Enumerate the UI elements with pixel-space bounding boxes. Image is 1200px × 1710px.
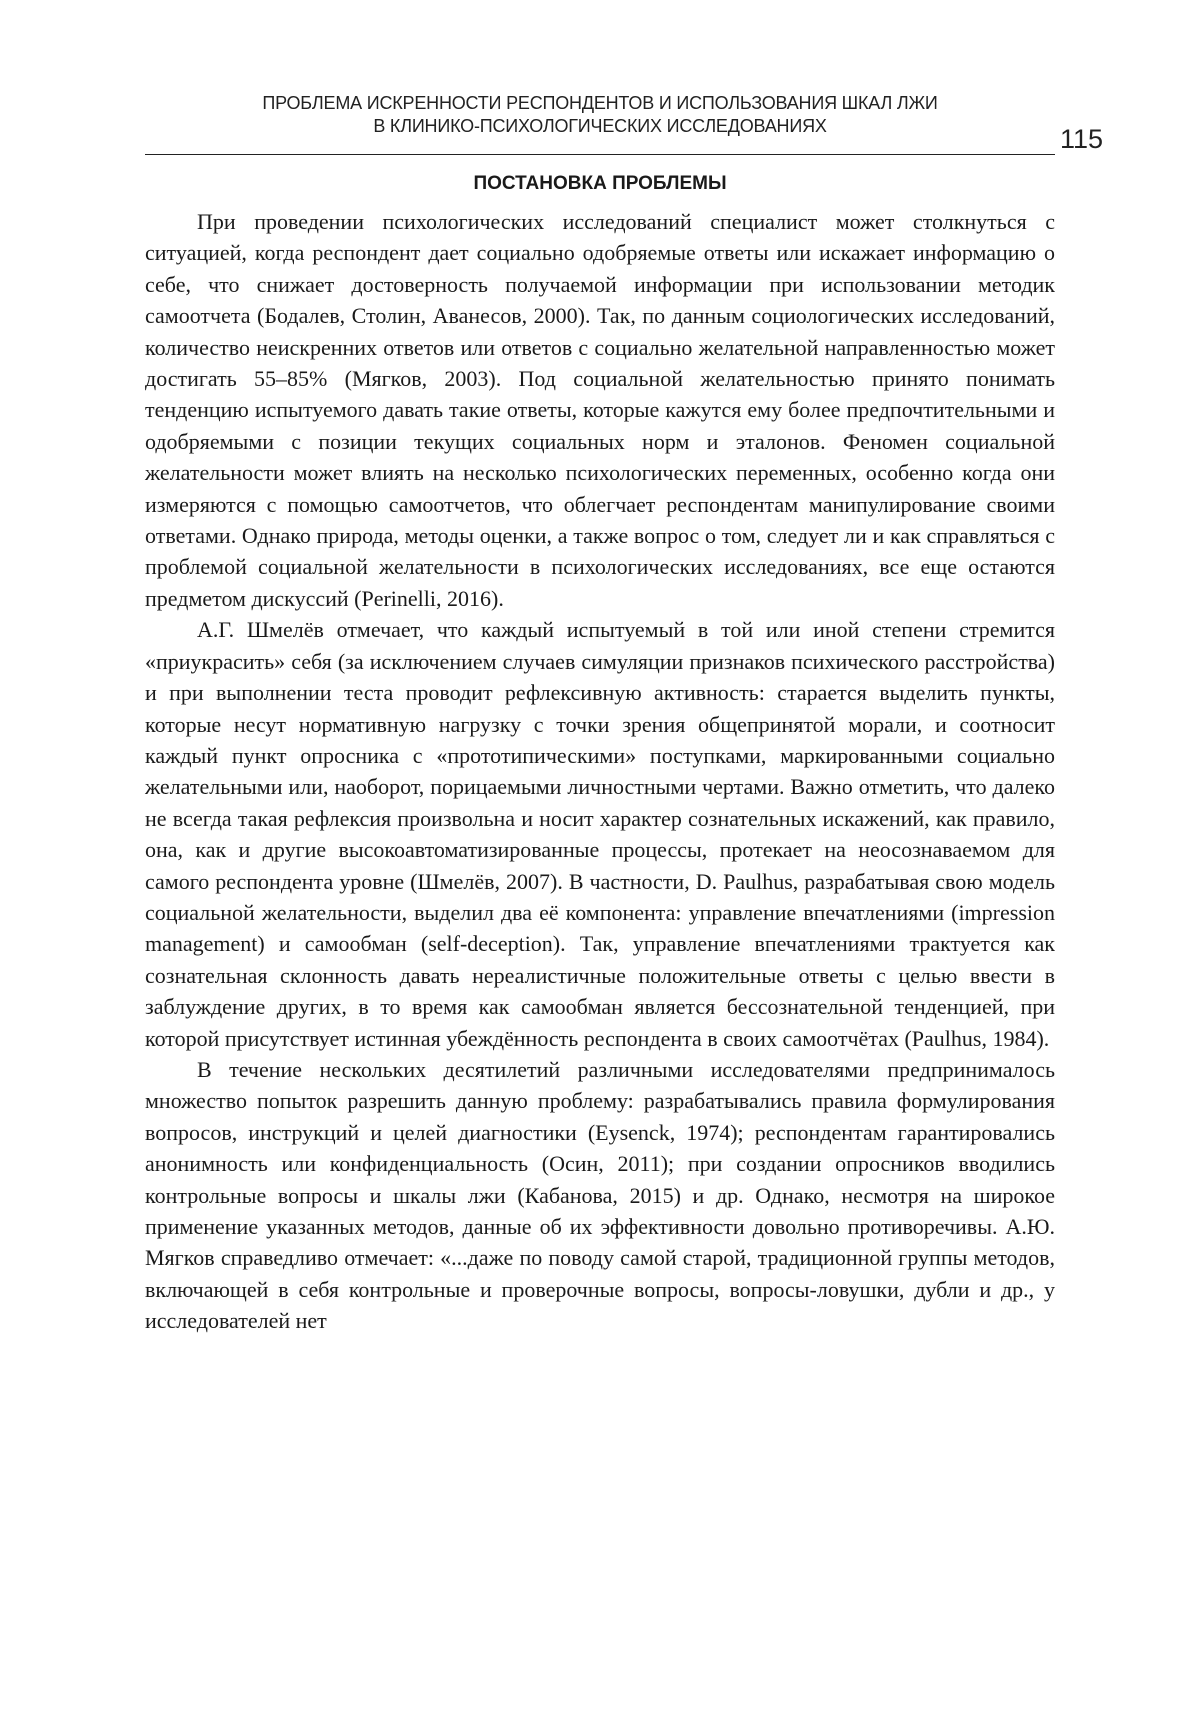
page-number: 115 — [1060, 124, 1104, 154]
section-heading: ПОСТАНОВКА ПРОБЛЕМЫ — [473, 173, 727, 194]
body-text — [145, 206, 1055, 1337]
running-header-line-1: ПРОБЛЕМА ИСКРЕННОСТИ РЕСПОНДЕНТОВ И ИСПОЛЬЗОВАНИЯ ШКАЛ ЛЖИ — [262, 93, 938, 113]
running-header — [145, 92, 1055, 138]
header-rule — [145, 154, 1055, 155]
paragraph-3: В течение нескольких десятилетий различными исследователями предпринималось множество попыток разрешить данную проблему: разрабатывались правила формулирования вопросов, инструкций и целей диагностики (Eysenck, 1974); респондентам гарантировались анонимность или конфиденциальность (Осин, 2011); при создании опросников вводились контрольные вопросы и шкалы лжи (Кабанова, 2015) и др. Однако, несмотря на широкое применение указанных методов, данные об их эффективности довольно противоречивы. А.Ю. Мягков справедливо отмечает: «...даже по поводу самой старой, традиционной группы методов, включающей в себя контрольные и проверочные вопросы, вопросы-ловушки, дубли и др., у исследователей нет — [145, 1056, 1055, 1334]
running-header-line-2: В КЛИНИКО-ПСИХОЛОГИЧЕСКИХ ИССЛЕДОВАНИЯХ — [373, 116, 827, 136]
paragraph-2: А.Г. Шмелёв отмечает, что каждый испытуемый в той или иной степени стремится «приукрасить» себя (за исключением случаев симуляции признаков психического расстройства) и при выполнении теста проводит рефлексивную активность: старается выделить пункты, которые несут нормативную нагрузку с точки зрения общепринятой морали, и соотносит каждый пункт опросника с «прототипическими» поступками, маркированными социально желательными или, наоборот, порицаемыми личностными чертами. Важно отметить, что далеко не всегда такая рефлексия произвольна и носит характер сознательных искажений, как правило, она, как и другие высокоавтоматизированные процессы, протекает на неосознаваемом для самого респондента уровне (Шмелёв, 2007). В частности, D. Paulhus, разрабатывая свою модель социальной желательности, выделил два её компонента: управление впечатлениями (impression management) и самообман (self-deception). Так, управление впечатлениями трактуется как сознательная склонность давать нереалистичные положительные ответы с целью ввести в заблуждение других, в то время как самообман является бессознательной тенденцией, при которой присутствует истинная убеждённость респондента в своих самоотчётах (Paulhus, 1984). — [145, 617, 1055, 1051]
paragraph-1: При проведении психологических исследований специалист может столкнуться с ситуацией, когда респондент дает социально одобряемые ответы или искажает информацию о себе, что снижает достоверность получаемой информации при использовании методик самоотчета (Бодалев, Столин, Аванесов, 2000). Так, по данным социологических исследований, количество неискренних ответов или ответов с социально желательной направленностью может достигать 55–85% (Мягков, 2003). Под социальной желательностью принято понимать тенденцию испытуемого давать такие ответы, которые кажутся ему более предпочтительными и одобряемыми с позиции текущих социальных норм и эталонов. Феномен социальной желательности может влиять на несколько психологических переменных, особенно когда они измеряются с помощью самоотчетов, что облегчает респондентам манипулирование своими ответами. Однако природа, методы оценки, а также вопрос о том, следует ли и как справляться с проблемой социальной желательности в психологических исследованиях, все еще остаются предметом дискуссий (Perinelli, 2016). — [145, 209, 1055, 611]
